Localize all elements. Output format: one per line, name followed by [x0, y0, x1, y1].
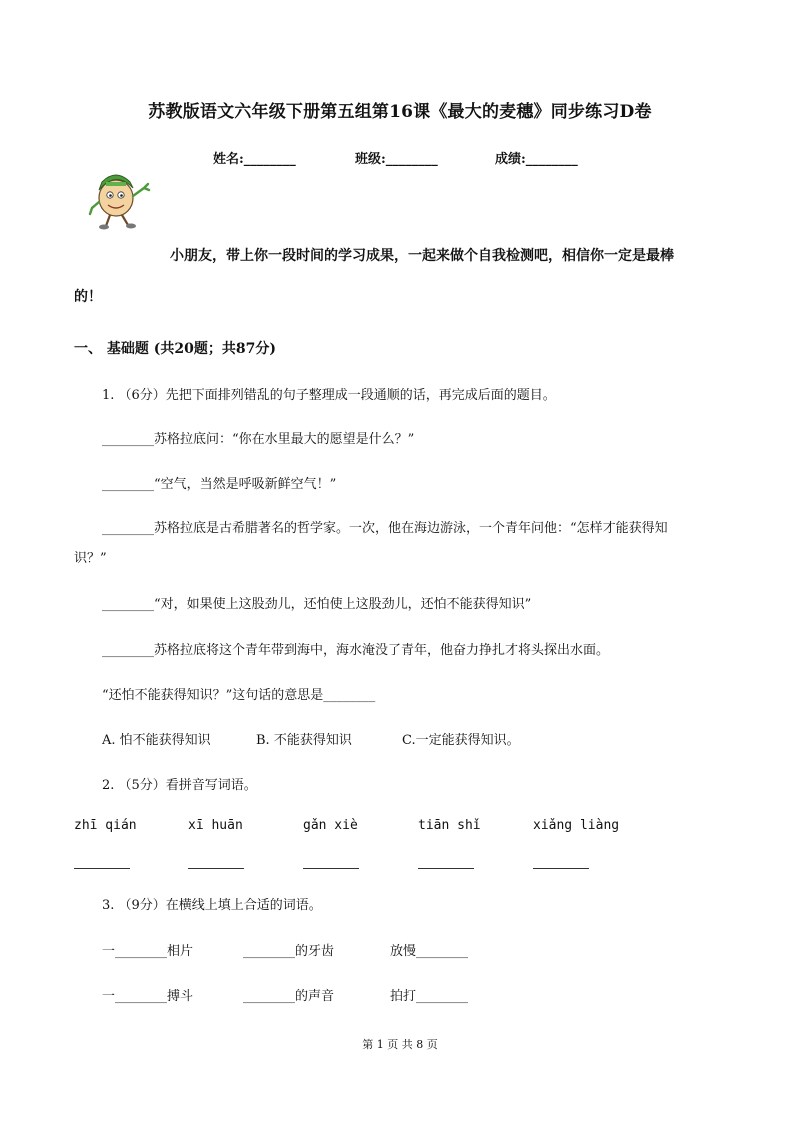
q1-sentence-3: ________苏格拉底是古希腊著名的哲学家。一次，他在海边游泳，一个青年问他：“怎样才能获得知	[102, 521, 668, 536]
q3-stem: 3. （9分）在横线上填上合适的词语。	[102, 898, 322, 913]
q2-answer-line[interactable]	[188, 868, 244, 869]
page-footer: 第 1 页 共 8 页	[362, 1038, 438, 1051]
q2-pinyin-3: gǎn xiè	[303, 818, 358, 833]
q2-stem: 2. （5分）看拼音写词语。	[102, 778, 257, 793]
q2-answer-line[interactable]	[74, 868, 130, 869]
q1-sentence-4: ________“对，如果使上这股劲儿，还怕使上这股劲儿，还怕不能获得知识”	[102, 597, 532, 612]
q3-blank-2: ________的牙齿	[243, 944, 335, 959]
q1-option-c: C.一定能获得知识。	[402, 733, 520, 748]
q2-pinyin-1: zhī qián	[74, 818, 137, 833]
q2-pinyin-2: xī huān	[188, 818, 243, 833]
q2-answer-line[interactable]	[303, 868, 359, 869]
class-field: 班级:________	[355, 152, 438, 167]
page-title: 苏教版语文六年级下册第五组第16课《最大的麦穗》同步练习D卷	[148, 102, 652, 122]
q3-blank-3: 放慢________	[390, 944, 469, 959]
q3-blank-6: 拍打________	[390, 989, 469, 1004]
score-field: 成绩:________	[495, 152, 578, 167]
q1-option-a: A. 怕不能获得知识	[102, 733, 211, 748]
q2-answer-line[interactable]	[533, 868, 589, 869]
q1-stem: 1. （6分）先把下面排列错乱的句子整理成一段通顺的话，再完成后面的题目。	[102, 388, 556, 403]
q1-sentence-2: ________“空气，当然是呼吸新鲜空气！”	[102, 477, 337, 492]
q1-sentence-3-cont: 识？”	[74, 551, 107, 566]
name-field: 姓名:________	[213, 152, 296, 167]
intro-line-1: 小朋友，带上你一段时间的学习成果，一起来做个自我检测吧，相信你一定是最棒	[170, 248, 674, 264]
q1-subquestion: “还怕不能获得知识？”这句话的意思是________	[102, 688, 376, 703]
q2-answer-line[interactable]	[418, 868, 474, 869]
q3-blank-4: 一________搏斗	[102, 989, 194, 1004]
q1-sentence-5: ________苏格拉底将这个青年带到海中，海水淹没了青年，他奋力挣扎才将头探出水面。	[102, 643, 610, 658]
q3-blank-1: 一________相片	[102, 944, 194, 959]
q1-sentence-1: ________苏格拉底问：“你在水里最大的愿望是什么？”	[102, 432, 415, 447]
q1-option-b: B. 不能获得知识	[256, 733, 352, 748]
mascot-illustration	[86, 168, 156, 232]
q2-pinyin-5: xiǎng liàng	[533, 818, 620, 833]
q2-pinyin-4: tiān shǐ	[418, 818, 481, 833]
intro-line-2: 的！	[74, 289, 102, 305]
q3-blank-5: ________的声音	[243, 989, 335, 1004]
section-heading: 一、 基础题 (共20题；共87分)	[74, 341, 276, 357]
